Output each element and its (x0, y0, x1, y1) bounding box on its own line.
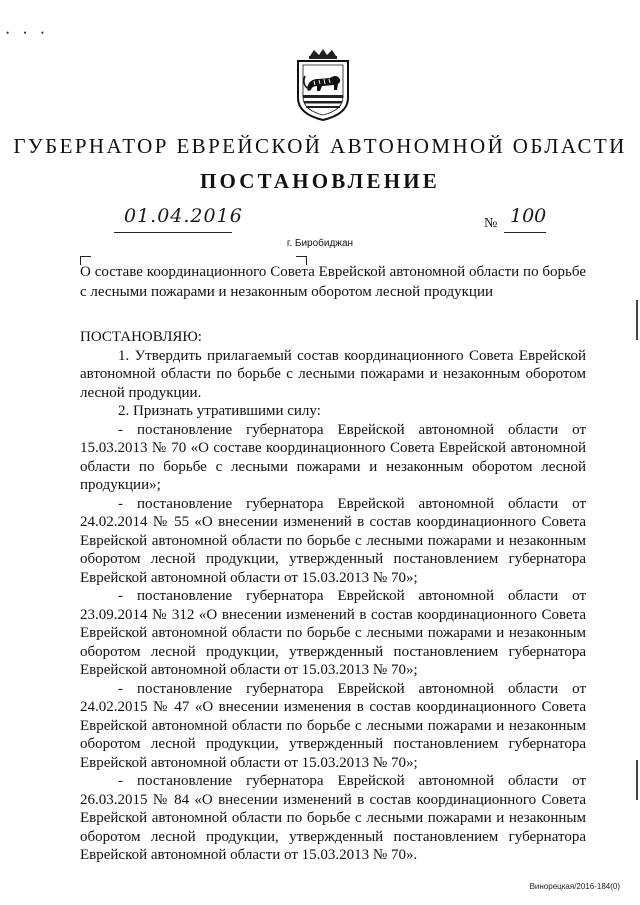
number-label: № (484, 216, 498, 231)
coat-of-arms-emblem (292, 48, 354, 122)
handwritten-number: 100 (510, 205, 547, 227)
document-type-title: ПОСТАНОВЛЕНИЕ (199, 169, 441, 193)
scan-margin-mark (636, 300, 638, 340)
handwritten-date: 01.04.2016 (124, 205, 243, 227)
scan-corner-marks: • • • (6, 28, 50, 38)
footer-reference: Винорецкая/2016-184(0) (529, 882, 620, 891)
document-subject: О составе координационного Совета Еврейской автономной области по борьбе с лесными пожарами и незаконным оборотом лесной продукции (80, 264, 586, 300)
body-paragraph: - постановление губернатора Еврейской автономной области от 23.09.2014 № 312 «О внесении изменений в состав координационного Совета Еврейской автономной области по борьбе с лесными пожарами и незаконным оборотом лесной продукции, утвержденный постановлением губернатора Еврейской автономной области от 15.03.2013 № 70»; (80, 588, 586, 678)
body-paragraph: 2. Признать утратившими силу: (118, 403, 321, 419)
document-body (80, 328, 586, 865)
body-paragraph: - постановление губернатора Еврейской автономной области от 15.03.2013 № 70 «О составе координационного Совета Еврейской автономной области по борьбе с лесными пожарами и незаконным оборотом лесной продукции»; (80, 421, 586, 493)
resolution-lead: ПОСТАНОВЛЯЮ: (80, 329, 202, 345)
city-line: г. Биробиджан (286, 238, 354, 249)
governor-title: ГУБЕРНАТОР ЕВРЕЙСКОЙ АВТОНОМНОЙ ОБЛАСТИ (13, 134, 627, 158)
body-paragraph: 1. Утвердить прилагаемый состав координационного Совета Еврейской автономной области по борьбе с лесными пожарами и незаконным оборотом лесной продукции. (80, 347, 586, 401)
body-paragraph: - постановление губернатора Еврейской автономной области от 24.02.2015 № 47 «О внесении изменения в состав координационного Совета Еврейской автономной области по борьбе с лесными пожарами и незаконным оборотом лесной продукции, утвержденный постановлением губернатора Еврейской автономной области от 15.03.2013 № 70»; (80, 680, 586, 771)
body-paragraph: - постановление губернатора Еврейской автономной области от 24.02.2014 № 55 «О внесении изменений в состав координационного Совета Еврейской автономной области по борьбе с лесными пожарами и незаконным оборотом лесной продукции, утвержденный постановлением губернатора Еврейской автономной области от 15.03.2013 № 70»; (80, 495, 586, 586)
body-paragraph: - постановление губернатора Еврейской автономной области от 26.03.2015 № 84 «О внесении изменений в состав координационного Совета Еврейской автономной области по борьбе с лесными пожарами и незаконным оборотом лесной продукции, утвержденный постановлением губернатора Еврейской автономной области от 15.03.2013 № 70». (80, 773, 586, 863)
scan-margin-mark (636, 760, 638, 800)
